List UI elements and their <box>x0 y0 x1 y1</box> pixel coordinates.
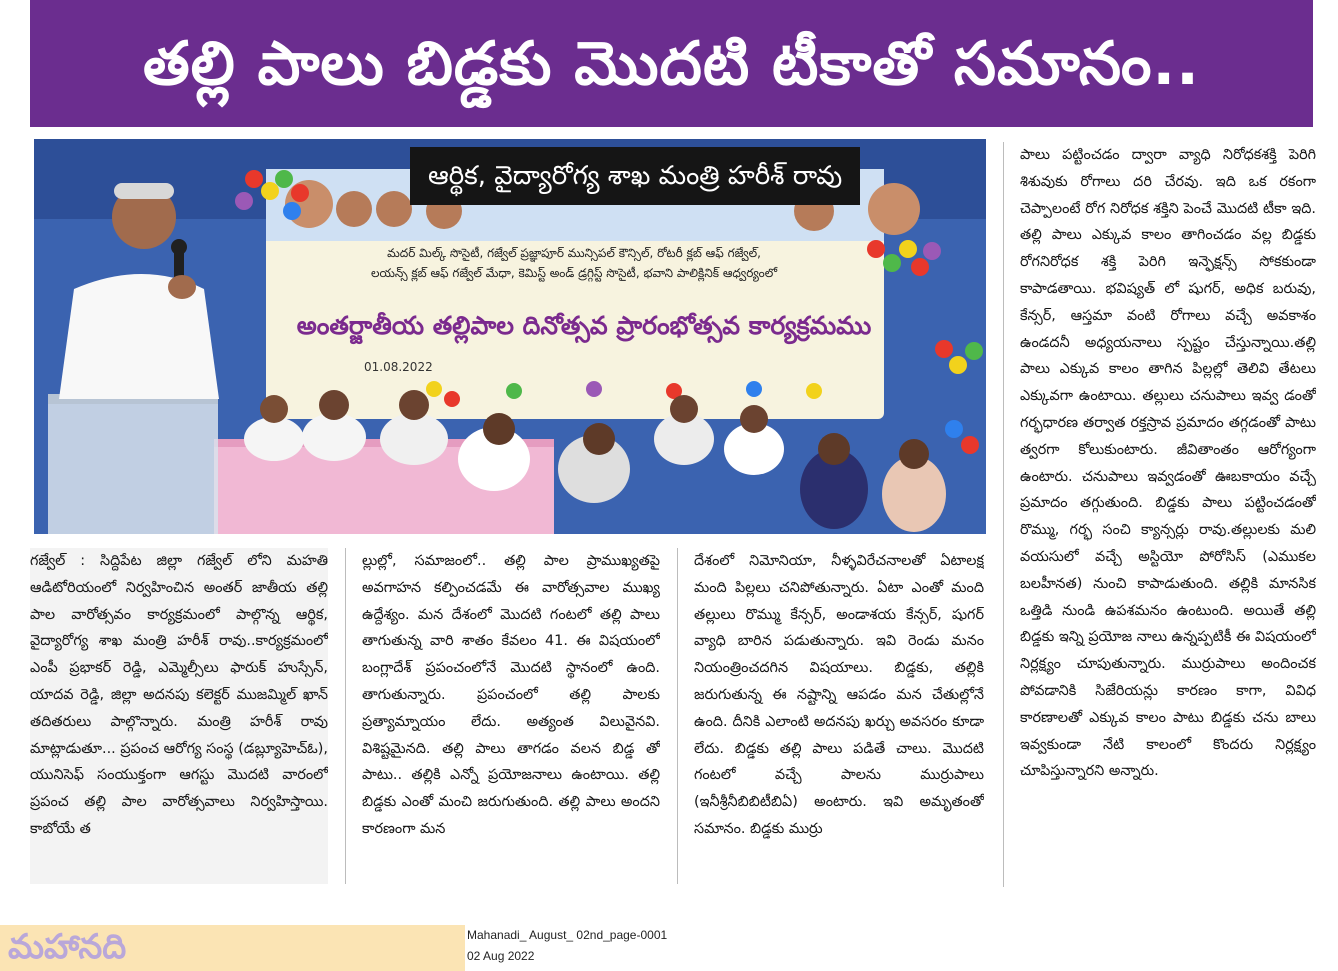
article-column-3: దేశంలో నిమోనియా, నీళ్ళవిరేచనాలతో ఏటాలక్ష మంది పిల్లలు చనిపోతున్నారు. ఏటా ఎంతో మంది తల్లులు రొమ్ము కేన్సర్, అండాశయ కేన్సర్, షుగర్ వ్యాధి బారిన పడుతున్నారు. ఇవి రెండు మనం నియంత్రించదగిన విషయాలు. బిడ్డకు, తల్లికి జరుగుతున్న ఈ నష్టాన్ని ఆపడం మన చేతుల్లోనే ఉంది. దీనికి ఎలాంటి అదనపు ఖర్చు అవసరం కూడా లేదు. బిడ్డకు తల్లి పాలు పడితే చాలు. మొదటి గంటలో వచ్చే పాలను ముర్రుపాలు (ఇనీశ్రీనీబిబిటీబిఏ) అంటారు. ఇవి అమృతంతో సమానం. బిడ్డకు ముర్రు <box>694 553 984 837</box>
headline: తల్లి పాలు బిడ్డకు మొదటి టీకాతో సమానం.. <box>143 28 1200 99</box>
headline-banner <box>30 0 1313 127</box>
publication-date: 02 Aug 2022 <box>467 949 535 963</box>
photo-caption: ఆర్థిక, వైద్యారోగ్య శాఖ మంత్రి హరీశ్ రావు <box>410 147 860 205</box>
stage-banner-main: అంతర్జాతీయ తల్లిపాల దినోత్సవ ప్రారంభోత్సవ కార్యక్రమము <box>296 311 872 340</box>
masthead-logo: మహానది <box>8 927 127 967</box>
article-column-1: గజ్వేల్ : సిద్దిపేట జిల్లా గజ్వేల్ లోని మహతి ఆడిటోరియంలో నిర్వహించిన అంతర్ జాతీయ తల్లి పాల వారోత్సవం కార్యక్రమంలో పాల్గొన్న ఆర్థిక, వైద్యారోగ్య శాఖ మంత్రి హరీశ్ రావు..కార్యక్రమంలో ఎంపీ ప్రభాకర్ రెడ్డి, ఎమ్మెల్సీలు ఫారుక్ హుస్సేన్, యాదవ రెడ్డి, జిల్లా అదనపు కలెక్టర్ ముజమ్మిల్ ఖాన్ తదితరులు పాల్గొన్నారు. మంత్రి హరీశ్ రావు మాట్లాడుతూ... ప్రపంచ ఆరోగ్య సంస్థ (డబ్ల్యూహెచ్ఓ), యునిసెఫ్ సంయుక్తంగా ఆగస్టు మొదటి వారంలో ప్రపంచ తల్లి పాల వారోత్సవాలు నిర్వహిస్తాయి. కాబోయే త <box>30 548 328 884</box>
stage-banner-line-2: లయన్స్ క్లబ్ ఆఫ్ గజ్వేల్ మేధా, కెమిస్ట్ అండ్ డ్రగ్గిస్ట్ సొసైటీ, భవాని పాలిక్లినిక్ ఆధ్వర్యంలో <box>370 266 778 280</box>
column-divider <box>345 548 346 884</box>
masthead <box>0 925 465 971</box>
stage-banner-date: 01.08.2022 <box>364 360 433 374</box>
page-file-label: Mahanadi_ August_ 02nd_page-0001 <box>467 928 668 942</box>
column-divider <box>677 548 678 884</box>
stage-banner-line-1: మదర్ మిల్క్ సొసైటీ, గజ్వేల్ ప్రజ్ఞాపూర్ మున్సిపల్ కౌన్సిల్, రోటరీ క్లబ్ ఆఫ్ గజ్వేల్, <box>387 246 761 260</box>
article-column-4: పాలు పట్టించడం ద్వారా వ్యాధి నిరోధకశక్తి పెరిగి శిశువుకు రోగాలు దరి చేరవు. ఇది ఒక రకంగా చెప్పాలంటే రోగ నిరోధక శక్తిని పెంచే మొదటి టీకా ఇది. తల్లి పాలు ఎక్కువ కాలం తాగించడం వల్ల బిడ్డకు రోగనిరోధక శక్తి పెరిగి ఇన్ఫెక్షన్స్ సోకకుండా కాపాడతాయి. భవిష్యత్ లో షుగర్, అధిక బరువు, కేన్సర్, ఆస్తమా వంటి రోగాలు వచ్చే అవకాశం ఉండదనీ అధ్యయనాలు స్పష్టం చేస్తున్నాయి.తల్లి పాలు ఎక్కువ కాలం తాగిన పిల్లల్లో తెలివి తేటలు ఎక్కువగా ఉంటాయి. తల్లులు చనుపాలు ఇవ్వ డంతో గర్భధారణ తర్వాత రక్తస్రావ ప్రమాదం తగ్గడంతో పాటు త్వరగా కోలుకుంటారు. జీవితాంతం ఆరోగ్యంగా ఉంటారు. చనుపాలు ఇవ్వడంతో ఊబకాయం వచ్చే ప్రమాదం తగ్గుతుంది. బిడ్డకు పాలు పట్టించడంతో రొమ్ము, గర్భ సంచి క్యాన్సర్లు రావు.తల్లులకు మలి వయసులో వచ్చే అస్టియో పోరోసిస్ (ఎముకల బలహీనత) నుంచి కాపాడుతుంది. తల్లికి మానసిక ఒత్తిడి నుండి ఉపశమనం ఉంటుంది. అయితే తల్లి బిడ్డకు ఇన్ని ప్రయోజ నాలు ఉన్నప్పటికీ ఈ విషయంలో నిర్లక్ష్యం చూపుతున్నారు. ముర్రుపాలు అందించక పోవడానికి సిజేరియన్లు కారణం కాగా, వివిధ కారణాలతో ఎక్కువ కాలం పాటు బిడ్డకు చను బాలు ఇవ్వకుండా నేటి కాలంలో కొందరు నిర్లక్ష్యం చూపిస్తున్నారని అన్నారు. <box>1020 147 1316 780</box>
article-column-2: ల్లుల్లో, సమాజంలో.. తల్లి పాల ప్రాముఖ్యతపై అవగాహన కల్పించడమే ఈ వారోత్సవాల ముఖ్య ఉద్దేశ్యం. మన దేశంలో మొదటి గంటలో తల్లి పాలు తాగుతున్న వారి శాతం కేవలం 41. ఈ విషయంలో బంగ్లాదేశ్ ప్రపంచంలోనే మొదటి స్థానంలో ఉంది. తాగుతున్నారు. ప్రపంచంలో తల్లి పాలకు ప్రత్యామ్నాయం లేదు. అత్యంత విలువైనవి. విశిష్టమైనది. తల్లి పాలు తాగడం వలన బిడ్డ తో పాటు.. తల్లికి ఎన్నో ప్రయోజనాలు ఉంటాయి. తల్లి బిడ్డకు ఎంతో మంచి జరుగుతుంది. తల్లి పాలు అందని కారణంగా మన <box>362 553 660 837</box>
column-divider <box>1003 142 1004 887</box>
